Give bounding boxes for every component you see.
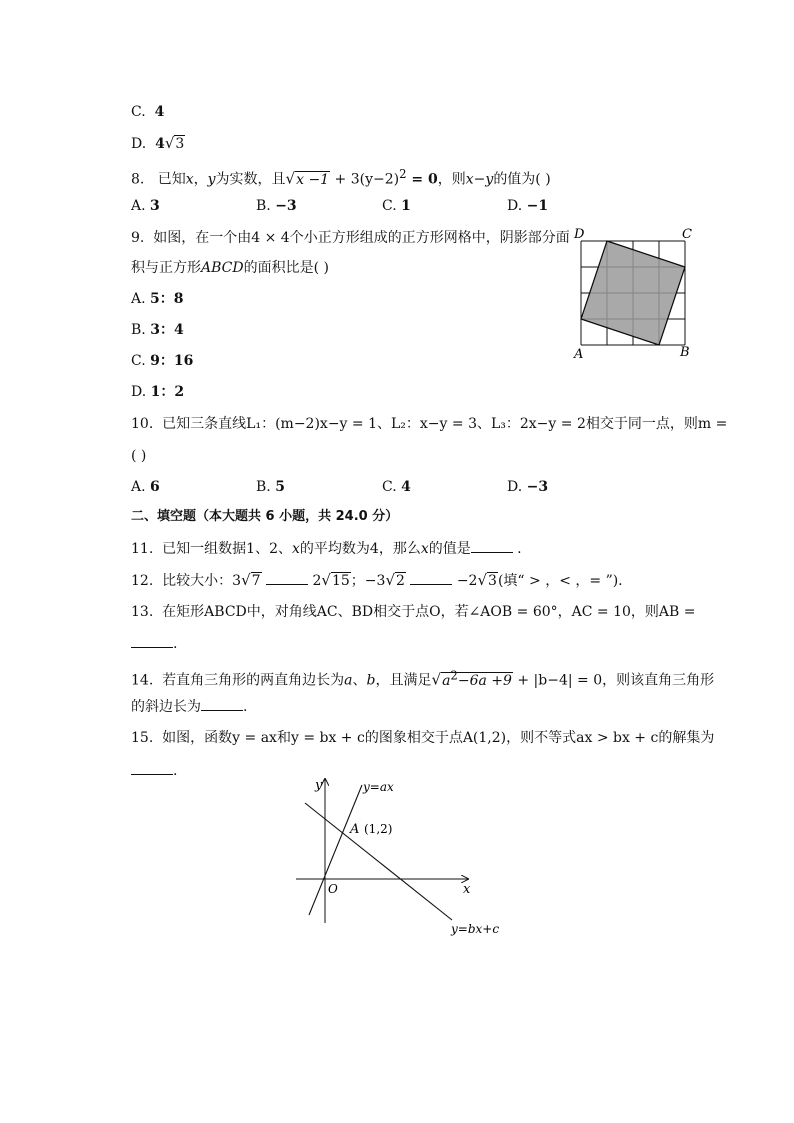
q11-stem: 11. 已知一组数据1、2、x的平均数为4，那么x的值是 . <box>131 538 522 559</box>
q9-grid-figure <box>570 226 696 360</box>
q15-graph-figure <box>290 775 510 940</box>
q7-option-d: D. 4√3 <box>131 134 185 152</box>
q10-option-d: D. −3 <box>507 479 549 495</box>
q8-option-b: B. −3 <box>256 198 297 214</box>
q8-option-c: C. 1 <box>382 198 411 214</box>
answer-blank-1[interactable] <box>266 570 308 585</box>
origin-label: O <box>328 882 338 896</box>
point-a-coords: (1,2) <box>364 822 393 836</box>
q8-option-d: D. −1 <box>507 198 549 214</box>
q14-stem-line1: 14. 若直角三角形的两直角边长为a、b，且满足$√a^2-6a +9 + |b-4| = 0$，则该直角三角形 <box>131 668 715 689</box>
label-c: C <box>682 227 692 242</box>
x-axis-label: x <box>463 882 471 897</box>
answer-blank[interactable] <box>131 633 173 648</box>
q15-stem-line1: 15. 如图，函数y = ax和y = bx + c的图象相交于点A(1,2)，则不等式ax > bx + c的解集为 <box>131 730 715 746</box>
line1-label: y=ax <box>363 780 394 794</box>
q9-stem-line2: 积与正方形ABCD的面积比是( ) <box>131 260 329 276</box>
y-axis-label: y <box>315 778 323 793</box>
q14-stem-line2: 的斜边长为 . <box>131 696 247 717</box>
q10-option-a: A. 6 <box>131 479 160 495</box>
q9-stem-line1: 9. 如图，在一个由4 × 4个小正方形组成的正方形网格中，阴影部分面 <box>131 230 570 246</box>
q12-stem: 12. 比较大小：3√7 2√15；−3√2 −2√3(填“ > ，< ，= ”). <box>131 571 623 589</box>
label-b: B <box>680 345 690 360</box>
q9-option-b: B. 3：4 <box>131 322 184 338</box>
q9-option-d: D. 1：2 <box>131 384 185 400</box>
q13-stem-line1: 13. 在矩形ABCD中，对角线AC、BD相交于点O，若∠AOB = 60°，AC = 10，则AB = <box>131 604 696 620</box>
q8-option-a: A. 3 <box>131 198 160 214</box>
label-d: D <box>574 227 585 242</box>
q10-stem-line2: ( ) <box>131 448 147 464</box>
q10-option-b: B. 5 <box>256 479 285 495</box>
line-y-bx-c <box>305 803 452 920</box>
answer-blank[interactable] <box>201 696 243 711</box>
shaded-square <box>581 241 685 345</box>
q10-option-c: C. 4 <box>382 479 411 495</box>
q13-stem-line2: . <box>131 633 177 654</box>
point-a-label: A <box>350 822 360 837</box>
q10-stem-line1: 10. 已知三条直线L₁：(m−2)x−y = 1、L₂：x−y = 3、L₃：2x−y = 2相交于同一点，则m = <box>131 416 728 432</box>
line2-label: y=bx+c <box>451 922 500 936</box>
label-a: A <box>574 347 584 360</box>
section-title: 二、填空题（本大题共 6 小题，共 24.0 分） <box>131 509 399 524</box>
q9-option-a: A. 5：8 <box>131 291 184 307</box>
q15-stem-line2: . <box>131 760 177 781</box>
q7-option-c: C. 4 <box>131 104 165 120</box>
q9-option-c: C. 9：16 <box>131 353 194 369</box>
answer-blank-2[interactable] <box>410 570 452 585</box>
answer-blank[interactable] <box>471 538 513 553</box>
sqrt-symbol: √ <box>164 134 175 152</box>
answer-blank[interactable] <box>131 760 173 775</box>
q8-stem: 8. 已知x，y为实数，且$√x -1 + 3(y-2)^2 = 0$，则x−y的值为( ) <box>131 167 551 188</box>
